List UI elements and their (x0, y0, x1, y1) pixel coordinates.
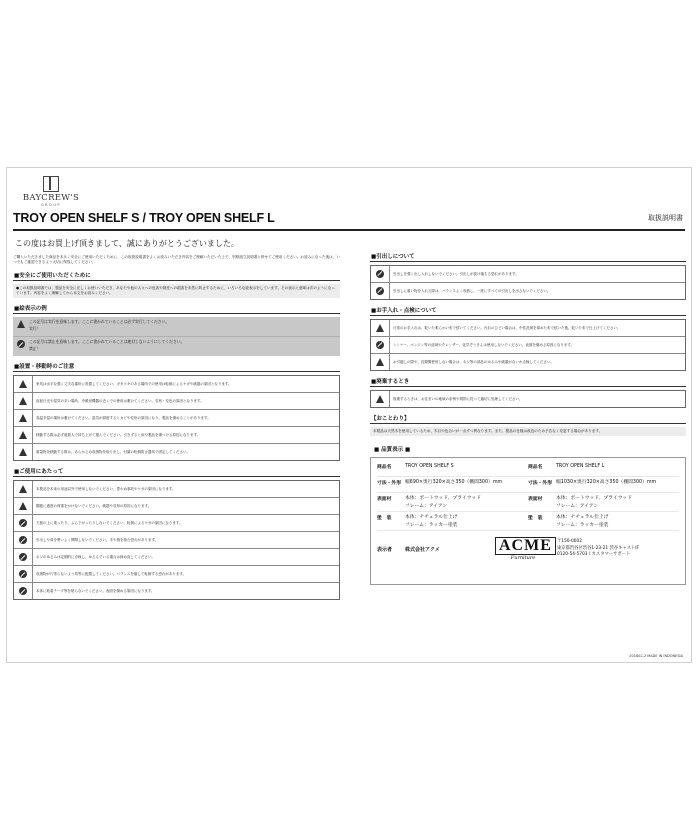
item-text: 直射日光や湿気の多い場所、冷暖房機器の近くでの使用は避けてください。変形・変色の原因となります。 (36, 398, 204, 403)
item-text: 日常のお手入れは、乾いた柔らかい布で拭いてください。汚れのひどい場合は、中性洗剤を薄めた布で拭いた後、乾いた布で仕上げてください。 (393, 325, 621, 330)
item-text: 高温多湿の場所は避けてください。湿気が滞留するとカビや変形の原因になり、製品を傷めることがあります。 (36, 415, 211, 420)
safety-intro-heading: ■安全にご使用いただくために (13, 271, 340, 281)
list-item (14, 498, 339, 515)
spec-row (528, 493, 679, 512)
spec-value: 本体：ナチュラル仕上げ フレーム：ラッカー塗装 (405, 515, 458, 528)
item-text: 天板の上に乗ったり、ぶら下がったりしないでください。転倒によるケガの原因になります。 (36, 520, 183, 525)
legend-label: 実行！ (29, 326, 41, 332)
spec-row (377, 493, 528, 512)
item-text: 本製品を本来の用途以外で使用しないでください。思わぬ事故やケガの原因になります。 (36, 486, 176, 491)
item-text: ネジのゆるみは定期的に点検し、ゆるんでいる場合は締め直してください。 (36, 554, 155, 559)
list-item (14, 444, 339, 460)
item-text: 引出しに重い物を入れる際は、バランスよく収納し、一度にすべての引出しを出さないでください。 (393, 288, 551, 293)
list-item (14, 532, 339, 549)
spec-label: 寸法・外形 (528, 481, 552, 486)
list-item (14, 515, 339, 532)
prohibition-icon (19, 587, 27, 595)
spec-label: 塗 装 (528, 516, 543, 521)
item-text: 引出しや扉を勢いよく開閉しないでください。手や指を挟む恐れがあります。 (36, 537, 159, 542)
footer-code: 201802-2 MADE IN INDONESIA (629, 654, 683, 658)
spec-value: TROY OPEN SHELF L (556, 464, 605, 469)
left-column (13, 236, 340, 600)
legend-text: この記号は実行を意味します。ここに書かれていることは必ず実行してください。 (29, 319, 170, 325)
apology-heading: 【おことわり】 (370, 414, 686, 424)
disposal-list (370, 390, 686, 408)
spec-label: 商品名 (528, 465, 543, 470)
spec-row (528, 461, 679, 477)
spec-row (528, 512, 679, 531)
apology-text: 本製品は天然木を使用しているため、木目や色合いが一点ずつ異なります。また、製品の仕様は改良のため予告なく変更する場合があります。 (370, 427, 686, 436)
warning-triangle-icon (19, 397, 27, 405)
item-text: 本体に粘着テープ等を貼らないでください。表面を傷める原因になります。 (36, 588, 155, 593)
item-text: 家具は水平な強く丈夫な場所に設置してください。ガタツキのある場所での使用は転倒によるケガや破損の原因となります。 (36, 381, 232, 386)
spec-label: 表面材 (377, 497, 392, 502)
brand-logo (21, 176, 81, 207)
list-item (14, 583, 339, 599)
list-item (14, 549, 339, 566)
prohibition-icon (376, 287, 384, 295)
warning-triangle-icon (19, 380, 27, 388)
list-item (14, 566, 339, 583)
maker-name: 株式会社アクメ (405, 546, 440, 553)
item-text: シンナー、ベンジン等の溶剤やクレンザー、化学ぞうきんは使用しないでください。表面を傷める原因になります。 (393, 342, 575, 347)
install-list (13, 375, 340, 461)
spec-value: 幅690×奥行320×高さ350（棚間300）mm (405, 480, 503, 485)
care-heading: ■お手入れ・点検について (370, 306, 686, 316)
prohibition-icon (19, 570, 27, 578)
prohibition-icon (376, 270, 384, 278)
safety-intro-text: ●この取扱説明書では、製品を安全に正しくお使いいただき、あなたや他の人々への危害や財産への損害を未然に防止するために、いろいろな絵表示をしています。その表示と意味は次のようになっています。内容をよく理解してから本文をお読みください。 (13, 284, 340, 298)
warning-triangle-icon (376, 358, 384, 366)
warning-triangle-icon (17, 320, 25, 328)
warning-triangle-icon (376, 395, 384, 403)
legend-box (13, 317, 340, 356)
address-line: 〒150-0002 (557, 539, 582, 545)
disposal-heading: ■廃棄するとき (370, 377, 686, 387)
warning-triangle-icon (376, 324, 384, 332)
spec-row (528, 477, 679, 493)
list-item (14, 393, 339, 410)
page-title: TROY OPEN SHELF S / TROY OPEN SHELF L (13, 211, 275, 225)
item-text: 廃棄するときは、お住まいの地域の条例や規則に従って適切に処理してください。 (393, 396, 523, 401)
list-item (14, 376, 339, 393)
right-column (370, 246, 686, 585)
list-item (371, 391, 685, 407)
item-text: 棚板に過度の荷重をかけないでください。破損や変形の原因になります。 (36, 503, 152, 508)
usage-list (13, 480, 340, 600)
brand-mark-icon (43, 176, 59, 192)
list-item (371, 283, 685, 299)
moving-heading: ■引出しについて (370, 252, 686, 262)
acme-logo-sub: Furniture (510, 555, 536, 561)
spec-row (377, 461, 528, 477)
spec-label: 塗 装 (377, 516, 392, 521)
spec-value: 幅1030×奥行320×高さ350（棚間300）mm (556, 480, 657, 485)
warning-triangle-icon (19, 431, 27, 439)
address-line: 0120-54-5703 / カスタマーサポート (557, 552, 631, 558)
spec-value: 本体：ナチュラル仕上げ フレーム：ラッカー塗装 (556, 515, 609, 528)
legend-row-dont (13, 336, 340, 356)
greeting: この度はお買上げ頂きまして、誠にありがとうございました。 (15, 239, 239, 248)
instruction-sheet (6, 167, 692, 663)
list-item (371, 266, 685, 283)
acme-logo (495, 537, 551, 561)
prohibition-icon (19, 553, 27, 561)
warning-triangle-icon (19, 448, 27, 456)
legend-row-do (13, 317, 340, 336)
prohibition-icon (17, 340, 25, 348)
prohibition-icon (376, 341, 384, 349)
prohibition-icon (19, 536, 27, 544)
list-item (14, 410, 339, 427)
spec-heading: ■ 品質表示 ■ (374, 447, 411, 453)
legend-text: この記号は禁止を意味します。ここに書かれていることは絶対しないようにしてください。 (29, 339, 185, 345)
document-type: 取扱説明書 (648, 214, 683, 222)
warning-triangle-icon (19, 485, 27, 493)
spec-value: TROY OPEN SHELF S (405, 464, 454, 469)
warning-triangle-icon (19, 502, 27, 510)
item-text: 重量物を移動する際は、あらかじめ収納物を取り出し、付属の転倒防止器具で固定してください。 (36, 449, 190, 454)
spec-label: 表面材 (528, 497, 543, 502)
usage-heading: ■ご使用にあたって (13, 467, 340, 477)
intro-text: ご購入いただきました商品を末永く安全にご使用いただくために、この取扱説明書をよくお読みいただき内容をご理解いただいた上で、別紙組立説明書と併せてご使用ください。お読みになった後は、いつでもご確認できるよう大切に保管してください。 (13, 255, 340, 265)
spec-row (377, 477, 528, 493)
spec-row (377, 512, 528, 531)
spec-value: 本体：ポートウッド、プライウッド フレーム：アイアン (405, 496, 481, 509)
title-divider (13, 229, 685, 231)
item-text: お引越しの際や、長期間使用しない場合は、ネジ等の部品のゆるみや破損がないか点検してください。 (393, 359, 554, 364)
moving-list (370, 265, 686, 300)
list-item (371, 320, 685, 337)
item-text: 引出しを強く出し入れしないでください。引出しが抜け落ちる恐れがあります。 (393, 271, 519, 276)
brand-sub: GROUP (40, 203, 62, 207)
install-heading: ■設置・移動時のご注意 (13, 362, 340, 372)
maker-row (377, 537, 679, 561)
list-item (371, 354, 685, 370)
prohibition-icon (19, 519, 27, 527)
brand-name: BAYCREW'S (22, 193, 80, 203)
list-item (14, 481, 339, 498)
list-item (371, 337, 685, 354)
address-line: 東京都渋谷区渋谷1-23-21 渋谷キャストIF (557, 545, 640, 551)
spec-column-l (528, 461, 679, 531)
care-list (370, 319, 686, 371)
item-text: 収納物が片寄らないよう均等に配置してください。バランスを崩して転倒する恐れがあります。 (36, 571, 187, 576)
warning-triangle-icon (19, 414, 27, 422)
spec-label: 商品名 (377, 465, 392, 470)
maker-label: 表示者 (377, 546, 393, 553)
list-item (14, 427, 339, 444)
legend-heading: ■絵表示の例 (13, 304, 340, 314)
maker-address (557, 539, 639, 559)
acme-logo-word: ACME (495, 537, 556, 555)
spec-value: 本体：ポートウッド、プライウッド フレーム：アイアン (556, 496, 632, 509)
item-text: 移動する際は必ず複数人で持ち上げて運んでください。引きずると床や製品を傷つける原因になります。 (36, 432, 201, 437)
spec-column-s (377, 461, 528, 531)
quality-label-box (370, 457, 686, 585)
spec-label: 寸法・外形 (377, 481, 401, 486)
legend-label: 禁止！ (29, 346, 41, 352)
